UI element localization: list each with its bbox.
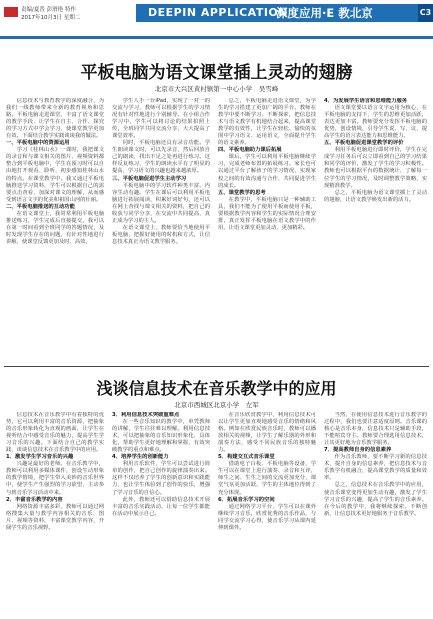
article-1-column-4 [324,98,427,360]
article-2-column-2 [112,412,210,615]
article-2-column-4 [324,412,427,615]
page-number: C3 [418,4,433,22]
paragraph: 此外，教师还可以借助信息技术开展丰富的音乐实践活动，让每一位学生都能在活动中展示自己。 [112,496,210,517]
section-banner [136,4,418,22]
section-subheading: 1．激发学生学习音乐的兴趣 [6,454,74,461]
article-1-title: 平板电脑为语文课堂插上灵动的翅膀 [80,63,353,83]
article-1-column-1 [6,98,104,360]
paragraph: 作为音乐教师，要不断学习新的信息技术，提升自身的信息素养，把信息技术与音乐教学有机融合，提高课堂教学的质量和效率。 [324,454,427,482]
article-2-column-1 [6,412,104,615]
paragraph: 总之，平板电脑走进语文课堂，为学生的学习搭建了更加广阔的平台。教师在教学中要不断学习、不断探索，把信息技术与语文教学有机地结合起来，提高课堂教学的有效性，让学生在轻松、愉快的氛围中学习语文、运用语文，全面提升学生的语文素养。 [218,98,316,147]
article-1-column-2 [112,98,210,360]
page-header [0,0,433,39]
paragraph: 同时，平板电脑还具有录音功能。学生朗读课文时，可以先录音，然后回放自己的朗读，找出不足之处再进行练习。这样反复练习，学生的朗读水平有了明显的提高，学习语文的兴趣也越来越浓厚。 [112,140,210,175]
issue-date: 2017年10月3日 星期二 [21,15,81,21]
section-subheading: 一、平板电脑中的资源运用 [6,140,70,147]
section-subheading: 三、平板电脑促进学生主动学习 [112,175,187,182]
paragraph: 兴趣是最好的老师。在音乐教学中，教师可以利用多媒体课件，创设生动形象的教学情境，把学生带入美妙的音乐世界中，使学生产生强烈的学习欲望，主动参与到音乐学习活动中来。 [6,461,104,496]
paragraph: 信息技术与教育教学的深度融合，为我们一线教师带来全新的教育视角和思路。平板电脑走进课堂，丰富了语文课堂的教学手段，让学生在自主、合作、探究的学习方式中学会学习，使课堂教学更加有效。下面结合教学实践谈谈我的做法。 [6,98,104,140]
section-subheading: 5．构建交互式音乐课堂 [218,454,275,461]
paragraph: 在语文课堂上，教师要恰当地使用平板电脑，把握好使用的时机和方式，让信息技术真正为语文教学服务。 [112,224,210,245]
article-divider [4,366,429,367]
paragraph: 在语文课堂上，我常常利用平板电脑推送练习，学生完成后直接提交，我可以在第一时间看到全班同学的答题情况，及时发现学生存在的问题，有针对性地进行讲解，使课堂反馈更加及时、高效。 [6,210,104,245]
section-subheading: 4．为发展学生语言和思维能力服务 [324,98,408,104]
section-title-cn: 深度应用·E 教北京 [276,6,373,20]
section-subheading: 2．丰富音乐教学的内容 [6,496,63,503]
section-subheading: 6．拓展音乐学习的空间 [218,496,275,503]
header-meta [4,4,136,32]
paragraph: 学习《桂林山水》一课时，我把课文的录音和与课文相关的图片、视频资料都整合到平板电脑中，学生在预习时可以自由地打开观看、聆听，初步感知桂林山水的特点。在课堂教学中，我又通过平板电脑推送学习资料，学生可以根据自己的需要点击查看，加深对课文的理解，从而感受到语言文字的优美和祖国山河的壮丽。 [6,147,104,203]
paragraph: 通过网络学习平台，学生可以在课外继续学习音乐，欣赏优秀的音乐作品，与同学交流学习心得，使音乐学习从课内延伸到课外。 [218,503,316,531]
newspaper-logo [4,7,18,17]
section-subheading: 二、平板电脑推送的互动功能 [6,203,75,210]
paragraph: 当然，在使用信息技术进行音乐教学的过程中，我们也要注意适度原则。音乐课的核心是音乐本身，信息技术只是辅助手段，不能喧宾夺主。教师要合理选用信息技术，让其更好地为音乐教学服务。 [324,412,427,447]
paragraph: 网络资源丰富多彩，教师可以通过网络搜集大量与教学内容相关的音乐、图片、视频等资料，丰富课堂教学内容，开阔学生的音乐视野。 [6,503,104,531]
section-subheading: 五、平板电脑促进课堂教学的评价 [324,140,404,147]
section-subheading: 7．提高教师自身的信息素养 [324,447,392,454]
paragraph: 利用音乐软件，学生可以尝试进行简单的创作，把自己创作的旋律演奏出来。这样不仅培养了学生的创新意识和实践能力，也让学生体验到了创作的快乐，增强了学习音乐的自信心。 [112,461,210,496]
paragraph: 总之，信息技术在音乐教学中的应用，使音乐课堂变得更加生动有趣，激发了学生学习音乐的兴趣，提高了学生的音乐素养。在今后的教学中，我将继续探索，不断创新，让信息技术更好地服务于音乐教学。 [324,482,427,517]
article-2-byline: 北京市西城区北京小学 左军 [174,401,259,409]
paragraph: 总之，平板电脑为语文课堂插上了灵动的翅膀，让语文教学焕发出新的活力。 [324,189,427,203]
paragraph: 利用平板电脑进行即时评价，学生在完成学习任务后可以立即看到自己的学习结果和同学的评价，激发了学生的学习积极性。教师也可以根据平台的数据统计，了解每一位学生的学习情况，及时调整教学策略，实现精准教学。 [324,147,427,189]
paragraph: 借助电子白板、平板电脑等设备，学生可以在课堂上进行演奏、录音和互评，师生之间、生生之间的交流更加充分，课堂气氛更加活跃，学生的主体地位得到了充分体现。 [218,461,316,496]
section-subheading: 3．利用信息技术突破重难点 [112,412,180,418]
section-title-en: DEEPIN APPLICATION [148,6,288,19]
editor-credits: 责编/夏普 彭滑艳 特作 [21,7,76,13]
paragraph: 在教学中，平板电脑只是一种辅助工具，我们不能为了使用平板而使用平板，要根据教学内容和学生的实际情况合理安排，真正发挥平板电脑在语文教学中的作用，让语文课堂更加灵动、更加精彩。 [218,196,316,231]
article-2-title: 浅谈信息技术在音乐教学中的应用 [96,379,337,398]
paragraph: 学生人手一台iPad，实现了一对一的交流与学习，教师可以根据学生的学习情况有针对性地进行个别辅导。在小组合作学习中，学生可以将讨论的结果拍照上传，全班同学共同交流分享，大大提高了课堂效率。 [112,98,210,140]
paragraph: 信息技术在音乐教学中有着独特的优势，它可以利用丰富的音乐资源，把抽象的音乐形象转化为直观的画面，让学生在视听结合中感受音乐的魅力，提高学生学习音乐的兴趣。下面结合自己的教学实践，谈谈信息技术在音乐教学中的应用。 [6,412,104,454]
section-subheading: 五、课堂教学的思考 [218,189,266,196]
article-1-byline: 北京市大兴区黄村镇第一中心小学 吴雪峰 [154,85,279,93]
paragraph: 课后，学生可以利用平板电脑继续学习，完成老师布置的拓展练习。家长也可以通过平台了解孩子的学习情况，实现家校之间的有效沟通与合作，共同促进学生的成长。 [218,154,316,189]
paragraph: 语文课堂要以语言文字运用为核心，在平板电脑的支持下，学生的思维更加活跃，表达更加丰富。教师要充分发挥平板电脑的优势，创设情境，引导学生说、写、议，提高学生的语言表达能力和思维能力。 [324,105,427,140]
section-subheading: 4．培养学生的创新能力 [112,454,169,461]
paragraph: 平板电脑中的学习软件种类丰富，内容生动有趣。学生在课后可以利用平板电脑进行拓展阅读，积累好词好句，还可以在网上查找与课文相关的资料，把自己的收获与同学分享，在交流中共同提高，真正成为学习的主人。 [112,182,210,224]
paragraph: 在音乐欣赏教学中，利用信息技术可以让学生更加直观地感受音乐的情绪和风格。例如在欣赏民族音乐时，教师可以播放相关的视频，让学生了解乐器的外形和演奏方法，感受不同民族音乐的独特魅力。 [218,412,316,454]
paragraph: 在一些音乐知识的教学中，单凭教师的讲解，学生往往难以理解。利用信息技术，可以把抽象的音乐知识形象化、具体化，帮助学生更好地理解和掌握，有效突破教学的重点和难点。 [112,419,210,454]
article-1-column-3 [218,98,316,360]
article-2-column-3 [218,412,316,615]
section-subheading: 四、平板电脑助力课后拓展 [218,147,282,154]
